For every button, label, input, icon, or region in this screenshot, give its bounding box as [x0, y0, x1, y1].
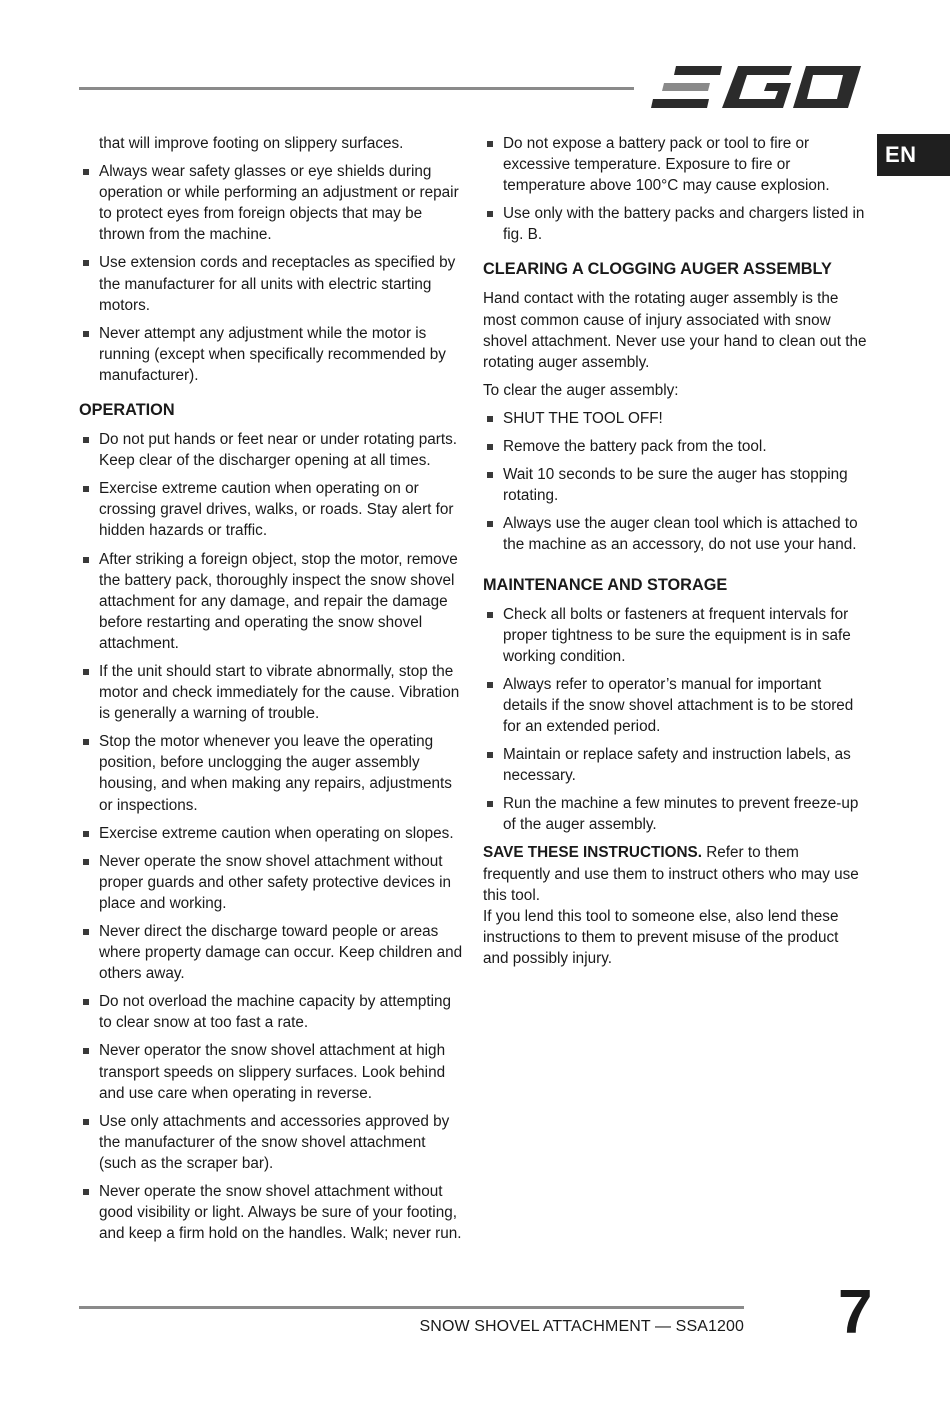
maintenance-heading: MAINTENANCE AND STORAGE	[483, 575, 728, 594]
save-instructions-text: Refer to them frequently and use them to instruct others who may use this tool.	[483, 844, 859, 904]
save-instructions-lend: If you lend this tool to someone else, also lend these instructions to them to prevent misuse of the product and possibly injury.	[483, 907, 839, 967]
list-item: Always use the auger clean tool which is attached to the machine as an accessory, do not use your hand.	[483, 513, 868, 555]
clogging-intro: Hand contact with the rotating auger assembly is the most common cause of injury associated with snow shovel attachment. Never use your hand to clean out the rotating auger assembly.	[483, 290, 867, 371]
left-column	[79, 133, 463, 1251]
list-item: Do not overload the machine capacity by attempting to clear snow at too fast a rate.	[79, 991, 463, 1033]
header-rule	[79, 87, 634, 90]
list-item: Never direct the discharge toward people or areas where property damage can occur. Keep children and others away.	[79, 921, 463, 984]
list-item: Never operate the snow shovel attachment without proper guards and other safety protective devices in place and working.	[79, 851, 463, 914]
logo-e	[651, 66, 722, 108]
list-item: Exercise extreme caution when operating on slopes.	[79, 823, 463, 844]
ego-logo	[650, 62, 862, 112]
footer-title: SNOW SHOVEL ATTACHMENT — SSA1200	[419, 1318, 744, 1335]
list-item: Never attempt any adjustment while the motor is running (except when specifically recommended by manufacturer).	[79, 323, 463, 386]
list-item: If the unit should start to vibrate abnormally, stop the motor and check immediately for the cause. Vibration is generally a warning of trouble.	[79, 661, 463, 724]
list-item: Do not put hands or feet near or under rotating parts. Keep clear of the discharger opening at all times.	[79, 429, 463, 471]
clogging-heading: CLEARING A CLOGGING AUGER ASSEMBLY	[483, 260, 832, 279]
list-item: Always wear safety glasses or eye shields during operation or while performing an adjustment or repair to protect eyes from foreign objects that may be thrown from the machine.	[79, 161, 463, 245]
list-item: After striking a foreign object, stop the motor, remove the battery pack, thoroughly inspect the snow shovel attachment for any damage, and repair the damage before restarting and operating the snow shovel attachment.	[79, 549, 463, 654]
list-item: Check all bolts or fasteners at frequent intervals for proper tightness to be sure the equipment is in safe working condition.	[483, 604, 868, 667]
list-item: Maintain or replace safety and instruction labels, as necessary.	[483, 744, 868, 786]
operation-list	[79, 429, 463, 1244]
maintenance-list	[483, 604, 868, 836]
clogging-lead: To clear the auger assembly:	[483, 381, 679, 399]
battery-list	[483, 133, 868, 245]
list-item: Exercise extreme caution when operating on or crossing gravel drives, walks, or roads. Stay alert for hidden hazards or traffic.	[79, 478, 463, 541]
operation-heading: OPERATION	[79, 401, 175, 420]
logo-o	[793, 66, 861, 108]
footer-rule	[79, 1306, 744, 1309]
page-number: 7	[838, 1278, 873, 1347]
clogging-list	[483, 408, 868, 556]
list-item: Never operator the snow shovel attachment at high transport speeds on slippery surfaces. Look behind and use care when operating in reverse.	[79, 1040, 463, 1103]
list-item: Run the machine a few minutes to prevent freeze-up of the auger assembly.	[483, 793, 868, 835]
logo-g	[722, 66, 792, 108]
list-item: Always refer to operator’s manual for important details if the snow shovel attachment is to be stored for an extended period.	[483, 674, 868, 737]
list-item: Remove the battery pack from the tool.	[483, 436, 868, 457]
save-instructions	[483, 842, 868, 969]
list-item: Wait 10 seconds to be sure the auger has stopping rotating.	[483, 464, 868, 506]
right-column	[483, 133, 868, 969]
safety-list	[79, 161, 463, 386]
list-item: Use only with the battery packs and chargers listed in fig. B.	[483, 203, 868, 245]
list-item: SHUT THE TOOL OFF!	[483, 408, 868, 429]
list-item: Do not expose a battery pack or tool to fire or excessive temperature. Exposure to fire or temperature above 100°C may cause explosion.	[483, 133, 868, 196]
continuation-text: that will improve footing on slippery surfaces.	[99, 135, 404, 152]
language-tab: EN	[877, 134, 950, 176]
list-item: Use extension cords and receptacles as specified by the manufacturer for all units with electric starting motors.	[79, 252, 463, 315]
list-item: Never operate the snow shovel attachment without good visibility or light. Always be sure of your footing, and keep a firm hold on the handles. Walk; never run.	[79, 1181, 463, 1244]
list-item: Stop the motor whenever you leave the operating position, before unclogging the auger assembly housing, and when making any repairs, adjustments or inspections.	[79, 731, 463, 815]
save-instructions-bold: SAVE THESE INSTRUCTIONS.	[483, 844, 702, 862]
list-item: Use only attachments and accessories approved by the manufacturer of the snow shovel attachment (such as the scraper bar).	[79, 1111, 463, 1174]
